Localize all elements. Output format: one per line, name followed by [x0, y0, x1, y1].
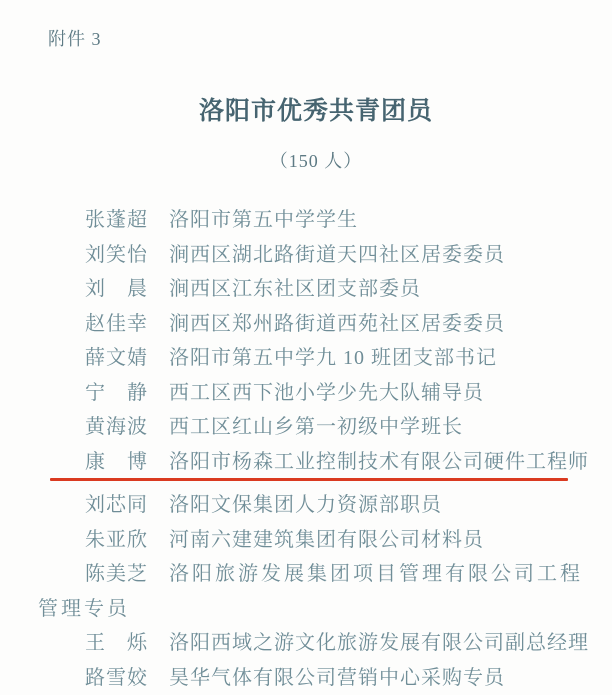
- list-item: [38, 523, 594, 558]
- member-position: 洛阳旅游发展集团项目管理有限公司工程管理专员: [38, 563, 583, 620]
- member-position: 涧西区湖北路街道天四社区居委委员: [169, 244, 505, 266]
- member-position: 洛阳西域之游文化旅游发展有限公司副总经理: [169, 632, 589, 654]
- member-position: 洛阳文保集团人力资源部职员: [169, 494, 442, 516]
- member-position: 河南六建建筑集团有限公司材料员: [169, 529, 484, 551]
- list-item: [38, 410, 594, 445]
- member-position: 西工区红山乡第一初级中学班长: [169, 416, 463, 438]
- member-name: 刘芯同: [85, 494, 148, 516]
- member-name: 刘笑怡: [85, 244, 148, 266]
- list-item: [38, 307, 594, 342]
- member-position: 涧西区江东社区团支部委员: [169, 278, 421, 300]
- member-name: 康 博: [85, 451, 148, 473]
- member-name: 张蓬超: [85, 209, 148, 231]
- member-count: （150 人）: [38, 147, 594, 173]
- list-item: [38, 376, 594, 411]
- red-underline-mark: [50, 478, 568, 481]
- member-position: 洛阳市第五中学九 10 班团支部书记: [169, 347, 497, 369]
- page-title: 洛阳市优秀共青团员: [38, 91, 594, 127]
- list-item: [38, 488, 594, 523]
- member-position: 涧西区郑州路街道西苑社区居委委员: [169, 313, 505, 335]
- member-list: [38, 203, 594, 695]
- member-name: 薛文婧: [85, 347, 148, 369]
- member-name: 宁 静: [85, 382, 148, 404]
- attachment-label: 附件 3: [48, 25, 594, 51]
- list-item: [38, 626, 594, 661]
- member-name: 朱亚欣: [85, 529, 148, 551]
- member-name: 路雪姣: [85, 667, 148, 689]
- list-item: [38, 661, 594, 695]
- member-name: 陈美芝: [85, 563, 148, 585]
- member-position: 洛阳市杨森工业控制技术有限公司硬件工程师: [169, 451, 589, 473]
- list-item: [38, 341, 594, 376]
- member-position: 洛阳市第五中学学生: [169, 209, 358, 231]
- list-item: [38, 238, 594, 273]
- list-item: [38, 203, 594, 238]
- member-name: 赵佳幸: [85, 313, 148, 335]
- list-item: [38, 557, 594, 626]
- member-name: 黄海波: [85, 416, 148, 438]
- member-name: 王 烁: [85, 632, 148, 654]
- member-name: 刘 晨: [85, 278, 148, 300]
- list-item: [38, 445, 594, 480]
- member-position: 昊华气体有限公司营销中心采购专员: [169, 667, 505, 689]
- member-position: 西工区西下池小学少先大队辅导员: [169, 382, 484, 404]
- list-item: [38, 272, 594, 307]
